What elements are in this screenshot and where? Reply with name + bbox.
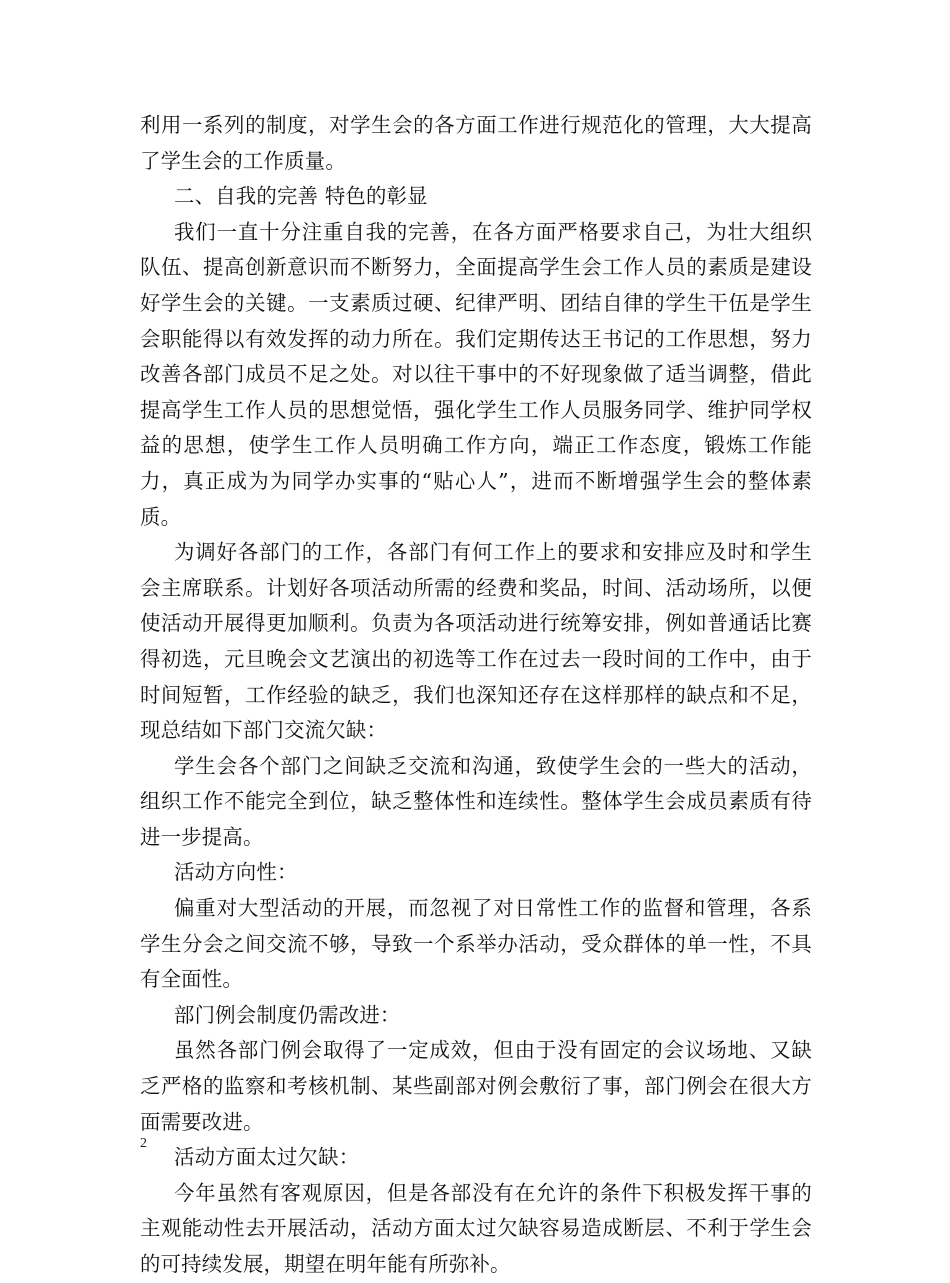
paragraph-continuation: 利用一系列的制度，对学生会的各方面工作进行规范化的管理，大大提高了学生会的工作质量。 bbox=[140, 113, 812, 173]
paragraph-communication-issue: 学生会各个部门之间缺乏交流和沟通，致使学生会的一些大的活动，组织工作不能完全到位，缺乏整体性和连续性。整体学生会成员素质有待进一步提高。 bbox=[140, 753, 812, 849]
subheading-activity-shortage: 活动方面太过欠缺： bbox=[174, 1145, 360, 1170]
section-heading: 二、自我的完善 特色的彰显 bbox=[174, 184, 428, 209]
paragraph-activity-shortage: 今年虽然有客观原因，但是各部没有在允许的条件下积极发挥干事的主观能动性去开展活动，活动方面太过欠缺容易造成断层、不利于学生会的可持续发展，期望在明年能有所弥补。 bbox=[140, 1180, 812, 1276]
document-body bbox=[140, 108, 812, 1283]
page-number: 2 bbox=[140, 1136, 147, 1151]
paragraph-activity-direction: 偏重对大型活动的开展，而忽视了对日常性工作的监督和管理，各系学生分会之间交流不够，导致一个系举办活动，受众群体的单一性，不具有全面性。 bbox=[140, 896, 812, 992]
subheading-activity-direction: 活动方向性： bbox=[174, 860, 298, 885]
paragraph-self-improvement: 我们一直十分注重自我的完善，在各方面严格要求自己，为壮大组织队伍、提高创新意识而不断努力，全面提高学生会工作人员的素质是建设好学生会的关键。一支素质过硬、纪律严明、团结自律的学生干伍是学生会职能得以有效发挥的动力所在。我们定期传达王书记的工作思想，努力改善各部门成员不足之处。对以往干事中的不好现象做了适当调整，借此提高学生工作人员的思想觉悟，强化学生工作人员服务同学、维护同学权益的思想，使学生工作人员明确工作方向，端正工作态度，锻炼工作能力，真正成为为同学办实事的“贴心人”，进而不断增强学生会的整体素质。 bbox=[140, 219, 812, 529]
subheading-meeting-system: 部门例会制度仍需改进： bbox=[174, 1002, 401, 1027]
paragraph-meeting-system: 虽然各部门例会取得了一定成效，但由于没有固定的会议场地、又缺乏严格的监察和考核机制、某些副部对例会敷衍了事，部门例会在很大方面需要改进。 bbox=[140, 1038, 812, 1134]
paragraph-department-coordination: 为调好各部门的工作，各部门有何工作上的要求和安排应及时和学生会主席联系。计划好各项活动所需的经费和奖品，时间、活动场所，以便使活动开展得更加顺利。负责为各项活动进行统筹安排，例如普通话比赛得初选，元旦晚会文艺演出的初选等工作在过去一段时间的工作中，由于时间短暂，工作经验的缺乏，我们也深知还存在这样那样的缺点和不足，现总结如下部门交流欠缺： bbox=[140, 540, 812, 743]
